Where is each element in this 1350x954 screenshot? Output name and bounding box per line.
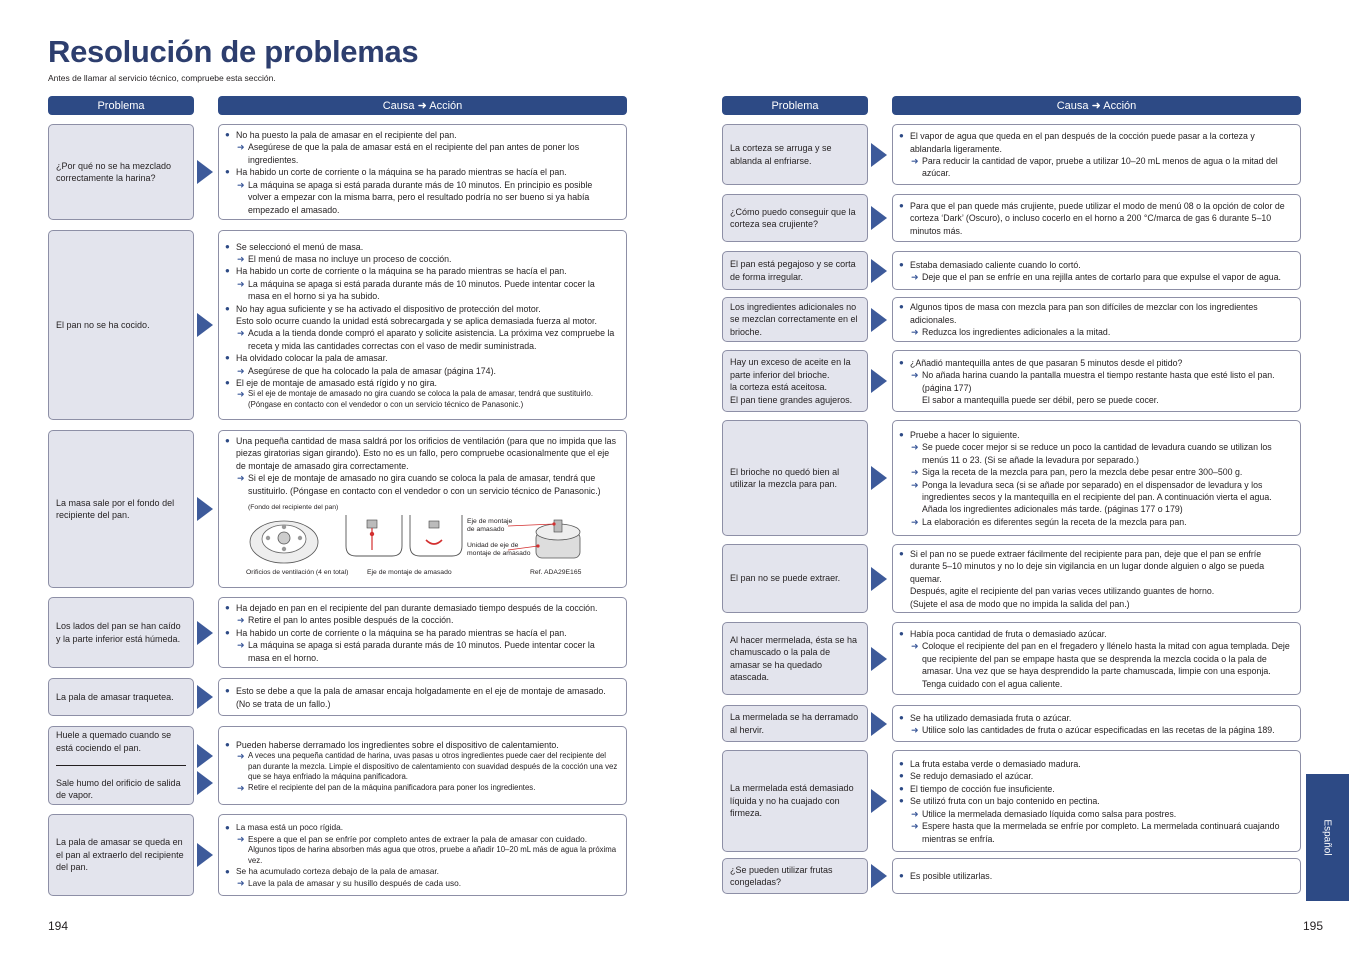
- problem-text: El pan está pegajoso y se corta de forma irregular.: [730, 259, 856, 282]
- problem-text: La masa sale por el fondo del recipiente del pan.: [56, 497, 175, 520]
- arrow-right-icon: ➜: [237, 328, 245, 339]
- cause-item: [899, 357, 1292, 369]
- dough-figure: [246, 502, 622, 582]
- action-item: [225, 639, 618, 664]
- arrow-right-icon: ➜: [911, 641, 919, 652]
- bullet-icon: ●: [899, 548, 904, 558]
- action-item: [225, 878, 618, 890]
- bullet-icon: ●: [225, 266, 230, 276]
- cause-item: [899, 758, 1292, 770]
- arrow-right-icon: ➜: [911, 272, 919, 282]
- cause-item: [899, 628, 1292, 640]
- action-item: [899, 820, 1292, 845]
- line-text: Se puede cocer mejor si se reduce un poco la cantidad de levadura cuando se utilizan los menús 11 o 23. (Si se añade la levadura por separado.): [922, 442, 1272, 465]
- vent-hole: [298, 536, 302, 540]
- line-text: Asegúrese de que la pala de amasar está en el recipiente del pan antes de poner los ingredientes.: [248, 142, 580, 165]
- problem-text: La corteza se arruga y se ablanda al enfriarse.: [730, 143, 832, 166]
- line-text: Reduzca los ingredientes adicionales a la mitad.: [922, 327, 1111, 338]
- line-text: Ha habido un corte de corriente o la máquina se ha parado mientras se hacía el pan.: [236, 266, 567, 277]
- arrow-right-icon: ➜: [237, 833, 245, 844]
- arrow-right-icon: ➜: [237, 142, 245, 153]
- cause-action-box: [218, 814, 627, 896]
- page-title: Resolución de problemas: [48, 34, 419, 69]
- problem-box: [48, 678, 194, 716]
- line-text: Si el eje de montaje de amasado no gira cuando se coloca la pala de amasar, tendrá que sustituirlo. (Póngase en contacto con el vendedor o con un servicio técnico de Panasonic.): [248, 473, 601, 496]
- line-text: Ha habido un corte de corriente o la máquina se ha parado mientras se hacía el pan.: [236, 627, 567, 638]
- problem-box: [48, 726, 194, 805]
- problem-box: [48, 124, 194, 220]
- line-text: Ha dejado en pan en el recipiente del pan durante demasiado tiempo después de la cocción.: [236, 602, 598, 613]
- bullet-icon: ●: [899, 200, 904, 210]
- action-item: [225, 472, 618, 497]
- arrow-icon: [871, 369, 887, 393]
- line-text: Estaba demasiado caliente cuando lo cortó.: [910, 259, 1081, 270]
- line-text: La máquina se apaga si está parada durante más de 10 minutos. En principio es posible volver a empezar con la misma barra, pero el resultado podría no ser bueno si ya había empezado el amasado.: [248, 179, 593, 215]
- bullet-icon: ●: [225, 739, 230, 749]
- leader-dot-unit: [536, 544, 539, 547]
- arrow-icon: [197, 843, 213, 867]
- line-text: Retire el pan lo antes posible después de la cocción.: [248, 615, 454, 626]
- line-text: A veces una pequeña cantidad de harina, uvas pasas u otros ingredientes puede caer del recipiente del pan durante la mezcla. Limpie el dispositivo de calentamiento con suavidad después de la cocción una vez que se haya enfriado la máquina panificadora.: [248, 751, 618, 782]
- cause-item: [899, 548, 1292, 585]
- arrow-icon: [871, 789, 887, 813]
- arrow-right-icon: ➜: [237, 365, 245, 376]
- problem-box: [48, 230, 194, 420]
- line-text: Se ha acumulado corteza debajo de la pala de amasar.: [236, 866, 439, 876]
- arrow-right-icon: ➜: [911, 442, 919, 453]
- problem-box: [722, 858, 868, 894]
- problem-box: [722, 251, 868, 290]
- action-item: [225, 845, 618, 866]
- arrow-icon: [871, 259, 887, 283]
- line-text: El vapor de agua que queda en el pan después de la cocción puede pasar a la corteza y ablandarla ligeramente.: [910, 131, 1255, 154]
- cause-item: [225, 739, 618, 751]
- action-item: [899, 466, 1292, 478]
- bullet-icon: ●: [899, 259, 904, 269]
- action-item: [225, 179, 618, 216]
- cause-item: [899, 783, 1292, 795]
- arrow-right-icon: ➜: [237, 782, 245, 793]
- problem-box: [722, 750, 868, 852]
- arrow-right-icon: ➜: [911, 725, 919, 735]
- vent-hole: [282, 547, 286, 551]
- action-item: [899, 369, 1292, 394]
- line-text: Espere hasta que la mermelada se enfríe por completo. La mermelada continuará cuajando mientras se enfría.: [922, 821, 1280, 844]
- bullet-icon: ●: [899, 302, 904, 312]
- arrow-icon: [871, 864, 887, 888]
- arrow-icon: [871, 206, 887, 230]
- action-item: [899, 441, 1292, 466]
- arrow-right-icon: ➜: [237, 389, 245, 400]
- line-text: La fruta estaba verde o demasiado madura.: [910, 759, 1081, 770]
- leader-unit: [508, 546, 538, 550]
- cause-item: [899, 301, 1292, 326]
- action-item: [899, 326, 1292, 338]
- vent-hole: [282, 525, 286, 529]
- problem-text: El pan no se ha cocido.: [56, 319, 150, 330]
- arrow-icon: [871, 466, 887, 490]
- line-text: Deje que el pan se enfríe en una rejilla antes de cortarlo para que expulse el vapor de agua.: [922, 272, 1281, 282]
- line-text: Algunos tipos de masa con mezcla para pan son difíciles de mezclar con los ingredientes adicionales.: [910, 302, 1258, 325]
- bullet-icon: ●: [899, 771, 904, 781]
- action-item: [225, 253, 618, 265]
- problem-box: [722, 544, 868, 613]
- cause-item: [899, 259, 1292, 271]
- page-number-right: 195: [1303, 919, 1324, 933]
- bullet-icon: ●: [225, 167, 230, 177]
- arrow-right-icon: ➜: [237, 278, 245, 289]
- cause-action-box: [892, 705, 1301, 742]
- bullet-icon: ●: [225, 436, 230, 445]
- line-text: Si el pan no se puede extraer fácilmente del recipiente para pan, deje que el pan se enfríe durante 5–10 minutos y no lo deje sin vigilancia en un lugar donde alguien o algo se pueda quemar.: [910, 548, 1265, 584]
- problem-box: [722, 622, 868, 695]
- cause-action-box: [892, 194, 1301, 242]
- cause-item: [225, 303, 618, 315]
- line-text: Ha olvidado colocar la pala de amasar.: [236, 353, 388, 364]
- arrow-right-icon: ➜: [911, 370, 919, 381]
- bullet-icon: ●: [899, 783, 904, 793]
- problem-text: El brioche no quedó bien al utilizar la mezcla para pan.: [730, 466, 840, 489]
- cause-item: [225, 265, 618, 277]
- arrow-right-icon: ➜: [911, 156, 919, 166]
- problem-text: ¿Por qué no se ha mezclado correctamente la harina?: [56, 160, 172, 183]
- cause-action-box: [892, 544, 1301, 613]
- cause-action-box: [218, 124, 627, 220]
- problem-text: La mermelada se ha derramado al hervir.: [730, 712, 859, 735]
- arrow-icon: [871, 567, 887, 591]
- line-text: Para que el pan quede más crujiente, puede utilizar el modo de menú 08 o la opción de color de corteza ‘Dark’ (Oscuro), o incluso cocerlo en el horno a 200 °C/marca de gas 6 durante 5–10 minutos más.: [910, 200, 1285, 236]
- line-text: Se ha utilizado demasiada fruta o azúcar.: [910, 712, 1072, 723]
- cause-action-box: [218, 597, 627, 668]
- action-item: [225, 365, 618, 377]
- leader-dot-shaft: [552, 522, 555, 525]
- line-text: Coloque el recipiente del pan en el fregadero y llénelo hasta la mitad con agua templada. Deje que recipiente del pan se empape hasta que se desprenda la mezcla cocida o la pala de amasar. Una vez que se haya desprendido la parte chamuscada, limpie con una esponja. Tenga cuidado con el agua caliente.: [922, 641, 1290, 689]
- dough-figure-drawing: [246, 510, 622, 576]
- vent-hole: [266, 536, 270, 540]
- action-item: [899, 724, 1292, 736]
- bullet-icon: ●: [225, 241, 230, 251]
- problem-divider: [56, 765, 186, 766]
- arrow-right-icon: ➜: [237, 615, 245, 626]
- problem-text: Hay un exceso de aceite en la parte inferior del brioche. la corteza está aceitosa. El pan tiene grandes agujeros.: [730, 357, 853, 405]
- problem-box: [48, 430, 194, 588]
- bullet-icon: ●: [899, 796, 904, 806]
- page-subtitle: Antes de llamar al servicio técnico, compruebe esta sección.: [48, 73, 276, 83]
- cause-item: [899, 130, 1292, 155]
- shaft-unit-spindle: [554, 520, 562, 532]
- arrow-right-icon: ➜: [911, 516, 919, 527]
- cause-note: [899, 585, 1292, 597]
- arrow-icon: [871, 647, 887, 671]
- rotation-arrow: [426, 540, 442, 544]
- line-text: Pruebe a hacer lo siguiente.: [910, 429, 1020, 440]
- line-text: La máquina se apaga si está parada durante más de 10 minutos. Puede intentar cocer la masa en el horno si ya ha subido.: [248, 278, 595, 302]
- action-item: [225, 278, 618, 303]
- cause-item: [225, 435, 618, 472]
- arrow-icon: [197, 621, 213, 645]
- problem-box: [722, 350, 868, 412]
- line-text: No añada harina cuando la pantalla muestra el tiempo restante hasta que esté listo el pan. (página 177): [922, 370, 1275, 393]
- problem-box: [48, 814, 194, 896]
- cause-note: [899, 598, 1292, 610]
- arrow-right-icon: ➜: [237, 473, 245, 484]
- line-text: Se redujo demasiado el azúcar.: [910, 771, 1034, 782]
- cause-item: [899, 712, 1292, 724]
- arrow-right-icon: ➜: [237, 877, 245, 888]
- header-cause-action: Causa ➜ Acción: [892, 96, 1301, 115]
- bullet-icon: ●: [899, 759, 904, 769]
- line-text: Lave la pala de amasar y su husillo después de cada uso.: [248, 877, 462, 888]
- page-number-left: 194: [48, 919, 69, 933]
- arrow-icon: [197, 744, 213, 768]
- arrow-right-icon: ➜: [911, 808, 919, 819]
- problem-text: ¿Cómo puedo conseguir que la corteza sea crujiente?: [730, 206, 856, 229]
- cause-action-box: [218, 678, 627, 716]
- cause-action-box: [218, 726, 627, 805]
- line-text: Espere a que el pan se enfríe por completo antes de extraer la pala de amasar con cuidado.: [248, 833, 588, 844]
- line-text: No ha puesto la pala de amasar en el recipiente del pan.: [236, 130, 457, 141]
- arrow-icon: [871, 308, 887, 332]
- bullet-icon: ●: [899, 871, 904, 881]
- action-item: [225, 327, 618, 352]
- bullet-icon: ●: [225, 823, 230, 832]
- action-item: [225, 389, 618, 410]
- figure-label-bottom: (Fondo del recipiente del pan): [248, 504, 339, 511]
- cause-item: [225, 685, 618, 710]
- cause-item: [225, 129, 618, 141]
- line-text: La máquina se apaga si está parada durante más de 10 minutos. Puede intentar cocer la masa en el horno.: [248, 640, 595, 663]
- problem-text: ¿Se pueden utilizar frutas congeladas?: [730, 864, 833, 887]
- bullet-icon: ●: [225, 602, 230, 612]
- line-text: Para reducir la cantidad de vapor, pruebe a utilizar 10–20 mL menos de agua o la mitad del azúcar.: [922, 156, 1278, 179]
- cause-item: [225, 241, 618, 253]
- problem-text: Huele a quemado cuando se está cociendo el pan.: [56, 730, 172, 753]
- knead-blade-1: [367, 520, 377, 528]
- line-text: Acuda a la tienda donde compró el aparato y solicite asistencia. La próxima vez compruebe la receta y mida las cantidades correctas con el vaso de medir suministrada.: [248, 328, 615, 351]
- arrow-right-icon: ➜: [237, 253, 245, 264]
- bullet-icon: ●: [899, 712, 904, 722]
- cause-action-box: [892, 622, 1301, 695]
- problem-text: La pala de amasar se queda en el pan al extraerlo del recipiente del pan.: [56, 837, 184, 873]
- cause-item: [225, 377, 618, 389]
- bullet-icon: ●: [899, 131, 904, 141]
- cause-item: [225, 822, 618, 834]
- problem-box: [48, 597, 194, 668]
- bullet-icon: ●: [899, 628, 904, 638]
- cause-action-box: [892, 350, 1301, 412]
- action-item: [225, 834, 618, 846]
- bullet-icon: ●: [225, 378, 230, 388]
- cause-action-box: [892, 251, 1301, 290]
- line-text: Utilice solo las cantidades de fruta o azúcar especificadas en las recetas de la página 189.: [922, 725, 1275, 735]
- action-item: [899, 155, 1292, 180]
- bullet-icon: ●: [225, 627, 230, 637]
- action-item: [899, 516, 1292, 528]
- header-problem: Problema: [722, 96, 868, 115]
- cause-item: [899, 200, 1292, 237]
- arrow-right-icon: ➜: [911, 327, 919, 338]
- bullet-icon: ●: [225, 353, 230, 363]
- line-text: Es posible utilizarlas.: [910, 871, 993, 882]
- line-text: No hay agua suficiente y se ha activado el dispositivo de protección del motor.: [236, 303, 541, 314]
- cause-action-box: [892, 750, 1301, 852]
- bullet-icon: ●: [899, 357, 904, 367]
- figure-label-vents: Orificios de ventilación (4 en total): [246, 569, 349, 576]
- cause-item: [225, 627, 618, 639]
- cause-item: [899, 870, 1292, 882]
- arrow-right-icon: ➜: [911, 821, 919, 832]
- arrow-right-icon: ➜: [237, 640, 245, 651]
- line-text: ¿Añadió mantequilla antes de que pasaran 5 minutos desde el pitido?: [910, 357, 1183, 368]
- line-text: Después, agite el recipiente del pan varias veces utilizando guantes de horno.: [910, 586, 1215, 597]
- line-text: Algunos tipos de harina absorben más agua que otros, pruebe a añadir 10–20 mL más de agua la próxima vez.: [248, 845, 617, 865]
- line-text: Asegúrese de que ha colocado la pala de amasar (página 174).: [248, 365, 496, 376]
- arrow-icon: [197, 685, 213, 709]
- line-text: Si el eje de montaje de amasado no gira cuando se coloca la pala de amasar, tendrá que sustituirlo. (Póngase en contacto con el vendedor o con un servicio técnico de Panasonic.): [248, 389, 594, 409]
- language-tab-label: Español: [1321, 819, 1333, 856]
- cause-note: [225, 315, 618, 327]
- action-item: [225, 614, 618, 626]
- cause-item: [225, 166, 618, 178]
- action-item: [225, 751, 618, 783]
- line-text: Esto solo ocurre cuando la unidad está sobrecargada y se aplica demasiada fuerza al motor.: [236, 316, 597, 326]
- cause-item: [899, 795, 1292, 807]
- problem-text: Los ingredientes adicionales no se mezclan correctamente en el brioche.: [730, 301, 858, 337]
- action-item: [225, 783, 618, 794]
- action-item: [225, 141, 618, 166]
- problem-box: [722, 194, 868, 242]
- line-text: Utilice la mermelada demasiado líquida como salsa para postres.: [922, 808, 1177, 819]
- action-item: [899, 271, 1292, 283]
- vent-hub: [278, 532, 290, 544]
- bullet-icon: ●: [225, 130, 230, 140]
- arrow-right-icon: ➜: [911, 467, 919, 478]
- bullet-icon: ●: [225, 686, 230, 696]
- problem-box: [722, 705, 868, 742]
- cause-action-box: [892, 420, 1301, 536]
- line-text: Había poca cantidad de fruta o demasiado azúcar.: [910, 628, 1107, 639]
- cause-action-box: [892, 858, 1301, 894]
- problem-text: El pan no se puede extraer.: [730, 573, 841, 584]
- problem-box: [722, 124, 868, 185]
- shaft-dot-1: [370, 532, 374, 536]
- cause-action-box: [218, 230, 627, 420]
- bullet-icon: ●: [225, 303, 230, 313]
- line-text: Retire el recipiente del pan de la máquina panificadora para poner los ingredientes.: [248, 782, 536, 792]
- figure-label-shaft-2: Eje de montaje de amasado: [467, 518, 513, 533]
- line-text: (Sujete el asa de modo que no impida la salida del pan.): [910, 598, 1130, 609]
- action-item: [899, 808, 1292, 820]
- figure-label-unit: Unidad de eje de montaje de amasado: [467, 542, 531, 557]
- language-tab[interactable]: [1306, 774, 1349, 901]
- cause-action-box: [892, 124, 1301, 185]
- header-cause-action: Causa ➜ Acción: [218, 96, 627, 115]
- arrow-icon: [871, 143, 887, 167]
- cause-item: [225, 602, 618, 614]
- bullet-icon: ●: [225, 867, 230, 876]
- arrow-icon: [197, 771, 213, 795]
- knead-blade-2: [429, 521, 439, 528]
- line-text: El tiempo de cocción fue insuficiente.: [910, 783, 1055, 794]
- arrow-icon: [197, 313, 213, 337]
- line-text: Ha habido un corte de corriente o la máquina se ha parado mientras se hacía el pan.: [236, 167, 567, 178]
- problem-text: La pala de amasar traquetea.: [56, 691, 174, 702]
- problem-text: Al hacer mermelada, ésta se ha chamuscado o la pala de amasar se ha quedado atascada.: [730, 634, 858, 682]
- figure-label-shaft: Eje de montaje de amasado: [367, 569, 452, 576]
- line-text: Siga la receta de la mezcla para pan, pero la mezcla debe pesar entre 300–500 g.: [922, 467, 1243, 478]
- figure-label-ref: Ref. ADA29E165: [530, 569, 582, 576]
- line-text: Una pequeña cantidad de masa saldrá por los orificios de ventilación (para que no impida que las piezas giratorias sigan girando). Esto no es un fallo, pero compruebe ocasionalmente que el eje de montaje de amasado gira correctamente.: [236, 436, 616, 471]
- arrow-right-icon: ➜: [237, 179, 245, 190]
- line-text: El eje de montaje de amasado está rígido y no gira.: [236, 378, 437, 389]
- arrow-icon: [871, 712, 887, 736]
- problem-text: Sale humo del orificio de salida de vapor.: [56, 777, 181, 801]
- cause-item: [899, 770, 1292, 782]
- line-text: Esto se debe a que la pala de amasar encaja holgadamente en el eje de montaje de amasado. (No se trata de un fallo.): [236, 686, 606, 709]
- bullet-icon: ●: [899, 429, 904, 439]
- arrow-right-icon: ➜: [237, 751, 245, 762]
- arrow-right-icon: ➜: [911, 479, 919, 490]
- line-text: Ponga la levadura seca (si se añade por separado) en el dispensador de levadura y los ingredientes secos y la mantequilla en el recipiente del pan. A continuación vierta el agua. Añada los ingredientes adicionales más tarde. (páginas 177 o 179): [922, 479, 1272, 515]
- line-text: El menú de masa no incluye un proceso de cocción.: [248, 253, 452, 264]
- line-text: El sabor a mantequilla puede ser débil, pero se puede cocer.: [922, 394, 1159, 405]
- cause-item: [899, 429, 1292, 441]
- line-text: La elaboración es diferentes según la receta de la mezcla para pan.: [922, 516, 1187, 527]
- line-text: La masa está un poco rígida.: [236, 822, 344, 832]
- problem-text: La mermelada está demasiado líquida y no ha cuajado con firmeza.: [730, 783, 854, 819]
- cause-item: [225, 866, 618, 878]
- arrow-icon: [197, 160, 213, 184]
- line-text: Se seleccionó el menú de masa.: [236, 241, 364, 252]
- line-text: Pueden haberse derramado los ingredientes sobre el dispositivo de calentamiento.: [236, 739, 559, 750]
- cause-item: [225, 352, 618, 364]
- action-item: [899, 394, 1292, 406]
- header-problem: Problema: [48, 96, 194, 115]
- problem-box: [722, 297, 868, 342]
- problem-text: Los lados del pan se han caído y la parte inferior está húmeda.: [56, 621, 181, 644]
- problem-box: [722, 420, 868, 536]
- cause-action-box: [892, 297, 1301, 342]
- action-item: [899, 640, 1292, 690]
- arrow-icon: [197, 497, 213, 521]
- action-item: [899, 479, 1292, 516]
- line-text: Se utilizó fruta con un bajo contenido en pectina.: [910, 796, 1100, 807]
